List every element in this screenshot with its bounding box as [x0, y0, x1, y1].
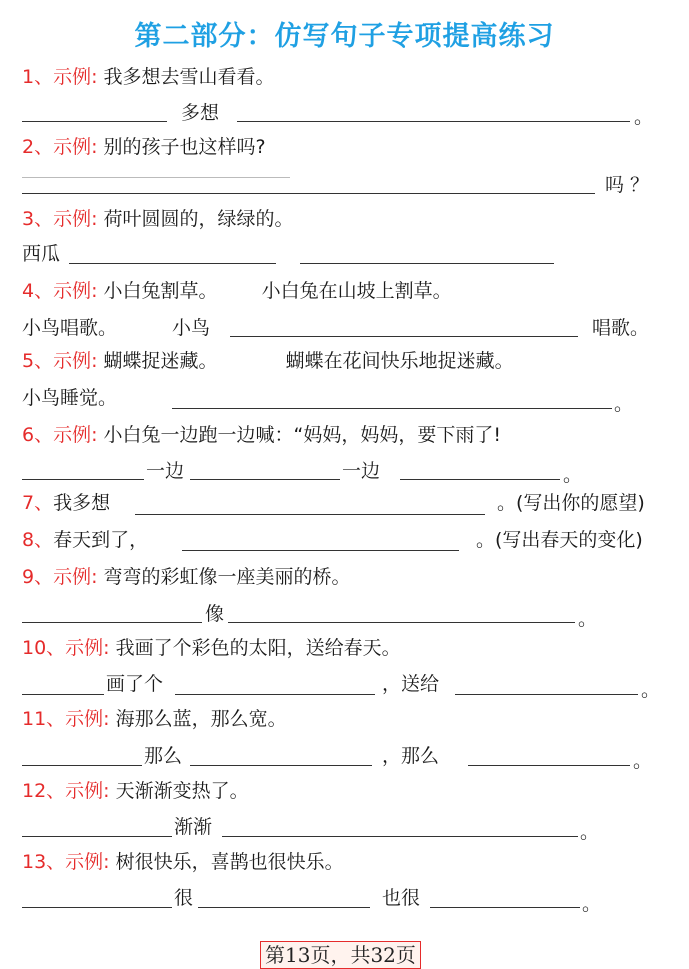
item-number: 1、示例: [22, 66, 98, 88]
answer-blank[interactable] [22, 907, 172, 908]
example-sentence: 荷叶圆圆的，绿绿的。 [103, 208, 294, 230]
answer-blank[interactable] [69, 263, 276, 264]
answer-text: ，送给 [382, 673, 440, 695]
answer-blank[interactable] [182, 550, 459, 551]
item-number: 13、示例: [22, 851, 110, 873]
example-sentence-2: 蝴蝶在花间快乐地捉迷藏。 [285, 350, 514, 372]
example-sentence: 小白兔割草。 [103, 280, 218, 302]
answer-blank[interactable] [455, 694, 638, 695]
answer-text: 画了个 [106, 673, 164, 695]
exercise-4-prompt [22, 276, 452, 306]
answer-blank[interactable] [230, 336, 578, 337]
example-sentence: 蝴蝶捉迷藏。 [103, 350, 218, 372]
example-sentence: 树很快乐，喜鹊也很快乐。 [115, 851, 344, 873]
item-number: 4、示例: [22, 280, 98, 302]
example-sentence: 小白兔一边跑一边喊：“妈妈，妈妈，要下雨了! [103, 424, 502, 446]
answer-text: 小鸟睡觉。 [22, 387, 118, 409]
answer-blank[interactable] [22, 836, 172, 837]
answer-blank[interactable] [198, 907, 370, 908]
answer-text: 。 [614, 393, 634, 415]
item-number: 6、示例: [22, 424, 98, 446]
answer-text: 。 [641, 679, 661, 701]
answer-note: 。(写出春天的变化) [476, 529, 643, 551]
exercise-13-prompt [22, 847, 344, 877]
answer-blank[interactable] [22, 765, 142, 766]
exercise-11-prompt [22, 704, 287, 734]
answer-text: 。 [580, 821, 600, 843]
exercise-1-prompt [22, 62, 275, 92]
answer-text: 像 [205, 603, 225, 625]
example-sentence: 春天到了， [53, 529, 149, 551]
item-number: 8、 [22, 529, 54, 551]
example-sentence: 天渐渐变热了。 [115, 780, 249, 802]
answer-blank[interactable] [430, 907, 580, 908]
exercise-10-prompt [22, 633, 401, 663]
example-sentence: 我画了个彩色的太阳，送给春天。 [115, 637, 401, 659]
answer-blank[interactable] [172, 408, 612, 409]
answer-text: 。 [563, 464, 583, 486]
answer-text: 渐渐 [174, 816, 213, 838]
answer-text: 一边 [342, 460, 381, 482]
example-sentence: 我多想去雪山看看。 [103, 66, 275, 88]
exercise-7-prompt [22, 488, 110, 518]
answer-blank[interactable] [22, 121, 167, 122]
answer-blank[interactable] [190, 479, 340, 480]
exercise-6-prompt [22, 420, 501, 450]
page-title: 第二部分：仿写句子专项提高练习 [134, 21, 555, 52]
answer-text: 唱歌。 [592, 317, 650, 339]
answer-blank[interactable] [222, 836, 578, 837]
exercise-2-prompt [22, 132, 266, 162]
answer-text: 小鸟唱歌。 [22, 317, 118, 339]
answer-text: 。 [582, 893, 602, 915]
answer-blank[interactable] [400, 479, 560, 480]
item-number: 5、示例: [22, 350, 98, 372]
answer-text: 很 [174, 887, 194, 909]
answer-blank[interactable] [237, 121, 630, 122]
answer-text: 那么 [144, 745, 183, 767]
example-sentence: 海那么蓝，那么宽。 [115, 708, 287, 730]
answer-text: 西瓜 [22, 243, 61, 265]
answer-text: 多想 [181, 102, 220, 124]
example-sentence-2: 小白兔在山坡上割草。 [261, 280, 452, 302]
answer-text: 。 [633, 750, 653, 772]
item-number: 10、示例: [22, 637, 110, 659]
item-number: 9、示例: [22, 566, 98, 588]
answer-text: 一边 [146, 460, 185, 482]
answer-blank[interactable] [22, 193, 595, 194]
exercise-5-prompt [22, 346, 514, 376]
answer-blank[interactable] [228, 622, 575, 623]
answer-blank[interactable] [22, 622, 202, 623]
answer-blank[interactable] [22, 694, 104, 695]
item-number: 12、示例: [22, 780, 110, 802]
exercise-12-prompt [22, 776, 249, 806]
answer-guide-line [22, 177, 290, 178]
answer-blank[interactable] [190, 765, 372, 766]
answer-text: 。 [634, 106, 654, 128]
answer-text: 吗 ？ [605, 174, 650, 196]
item-number: 7、 [22, 492, 54, 514]
answer-text: 也很 [382, 887, 421, 909]
item-number: 11、示例: [22, 708, 110, 730]
example-sentence: 别的孩子也这样吗? [103, 136, 266, 158]
answer-blank[interactable] [468, 765, 630, 766]
answer-blank[interactable] [300, 263, 554, 264]
example-sentence: 我多想 [53, 492, 111, 514]
answer-blank[interactable] [175, 694, 375, 695]
answer-text: 。 [578, 608, 598, 630]
answer-blank[interactable] [135, 514, 485, 515]
item-number: 3、示例: [22, 208, 98, 230]
page-number: 第13页，共32页 [260, 941, 421, 969]
example-sentence: 弯弯的彩虹像一座美丽的桥。 [103, 566, 351, 588]
answer-blank[interactable] [22, 479, 144, 480]
answer-text: 小鸟 [172, 317, 211, 339]
answer-text: ，那么 [382, 745, 440, 767]
exercise-8-prompt [22, 525, 148, 555]
item-number: 2、示例: [22, 136, 98, 158]
exercise-3-prompt [22, 204, 294, 234]
answer-note: 。(写出你的愿望) [497, 492, 645, 514]
exercise-9-prompt [22, 562, 351, 592]
